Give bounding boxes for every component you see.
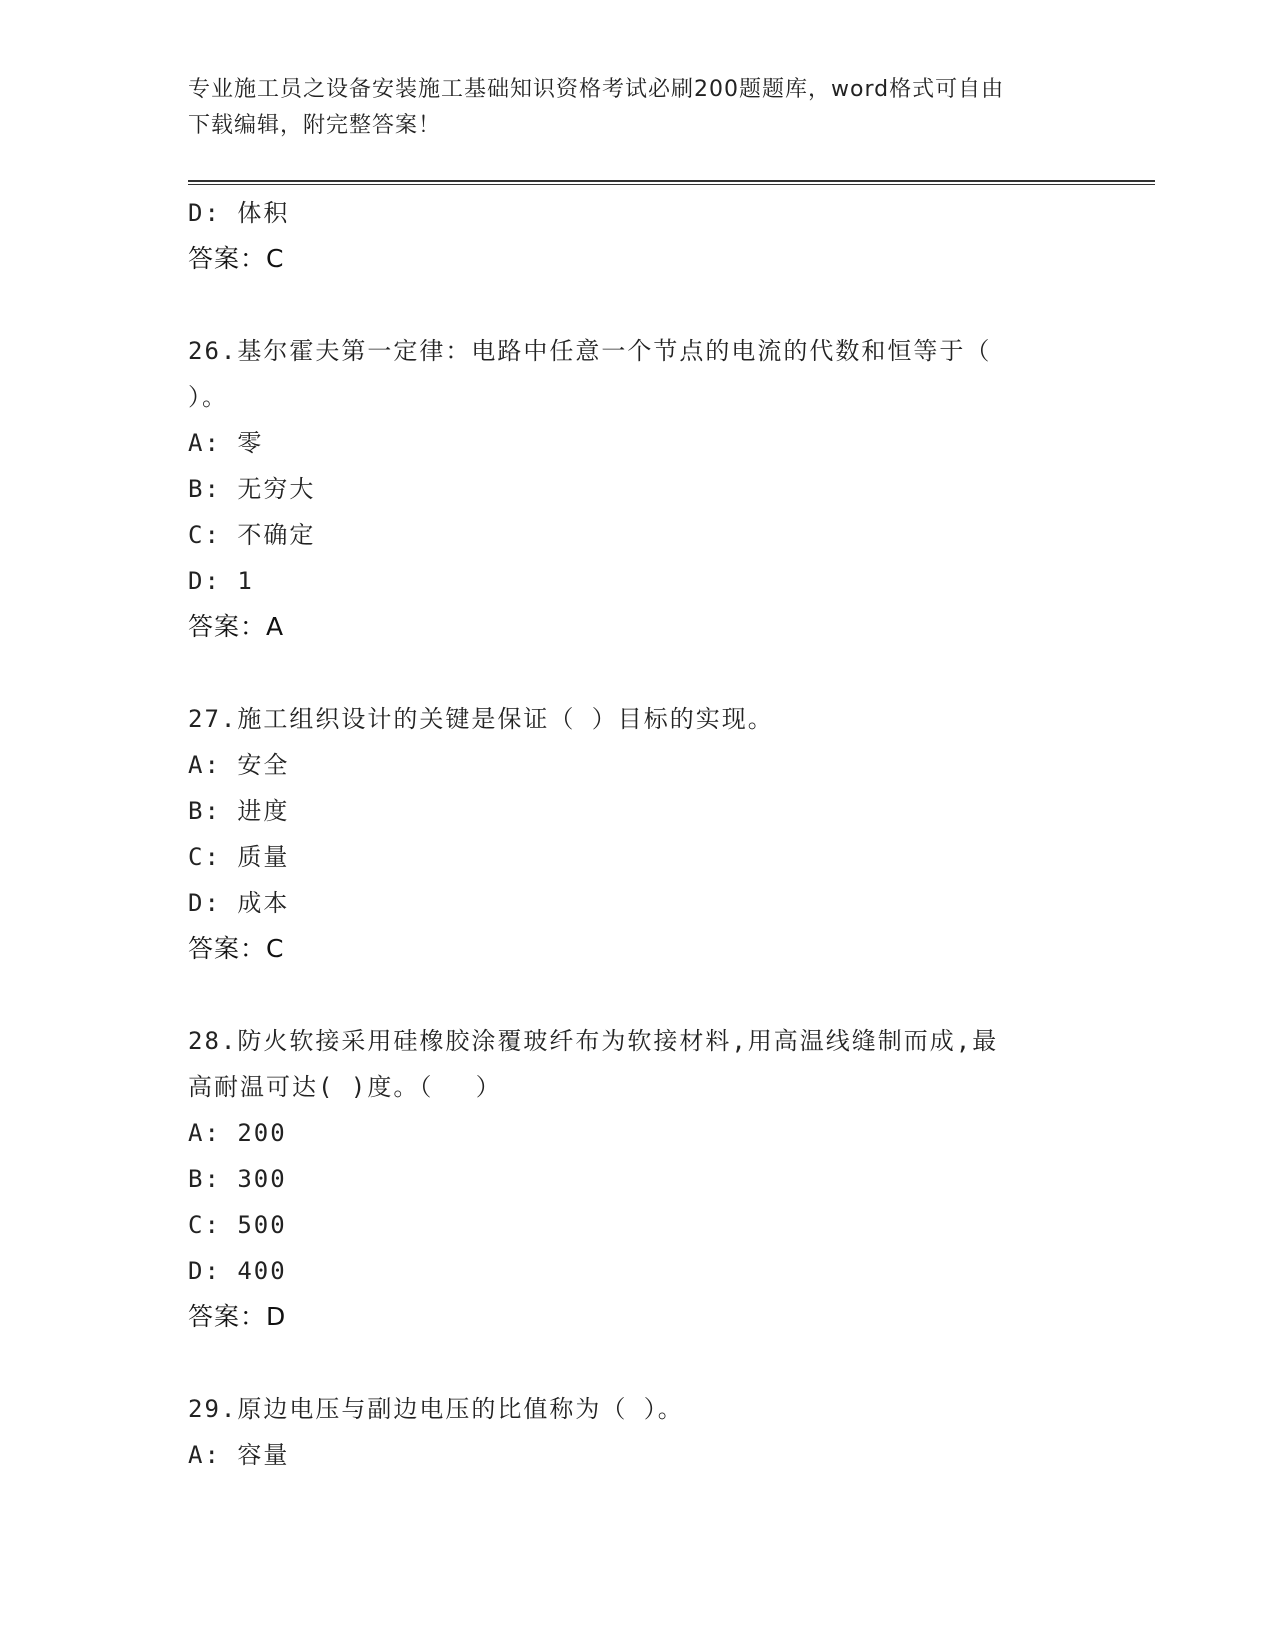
prev-answer: 答案：C xyxy=(188,244,285,273)
question-text: 26.基尔霍夫第一定律：电路中任意一个节点的电流的代数和恒等于（ xyxy=(188,337,992,365)
question-29 xyxy=(188,1386,1088,1478)
option-d: D: 400 xyxy=(188,1257,287,1285)
answer: 答案：D xyxy=(188,1302,287,1331)
option-c: C: 500 xyxy=(188,1211,287,1239)
option-b: B: 进度 xyxy=(188,797,290,825)
question-26 xyxy=(188,328,1088,650)
header-line-1: 专业施工员之设备安装施工基础知识资格考试必刷200题题库，word格式可自由 xyxy=(188,77,1005,102)
answer: 答案：C xyxy=(188,934,285,963)
option-b: B: 无穷大 xyxy=(188,475,316,503)
option-a: A: 安全 xyxy=(188,751,290,779)
document-header xyxy=(188,72,1078,144)
question-27 xyxy=(188,696,1088,972)
option-a: A: 200 xyxy=(188,1119,287,1147)
option-a: A: 零 xyxy=(188,429,264,457)
question-text-cont: ）。 xyxy=(188,383,228,411)
option-d: D: 1 xyxy=(188,567,254,595)
header-divider-thin xyxy=(188,184,1155,185)
header-line-2: 下载编辑，附完整答案！ xyxy=(188,113,442,138)
question-text: 27.施工组织设计的关键是保证（ ）目标的实现。 xyxy=(188,705,774,733)
question-text: 28.防火软接采用硅橡胶涂覆玻纤布为软接材料,用高温线缝制而成,最 xyxy=(188,1027,999,1055)
question-list xyxy=(188,190,1088,1478)
option-c: C: 质量 xyxy=(188,843,290,871)
option-b: B: 300 xyxy=(188,1165,287,1193)
header-divider-thick xyxy=(188,180,1155,182)
question-28 xyxy=(188,1018,1088,1340)
question-text: 29.原边电压与副边电压的比值称为（ ）。 xyxy=(188,1395,684,1423)
option-c: C: 不确定 xyxy=(188,521,316,549)
question-text-cont: 高耐温可达( )度。（ ） xyxy=(188,1073,502,1101)
answer: 答案：A xyxy=(188,612,285,641)
option-a: A: 容量 xyxy=(188,1441,290,1469)
option-d: D: 成本 xyxy=(188,889,290,917)
prev-option-d: D: 体积 xyxy=(188,199,290,227)
